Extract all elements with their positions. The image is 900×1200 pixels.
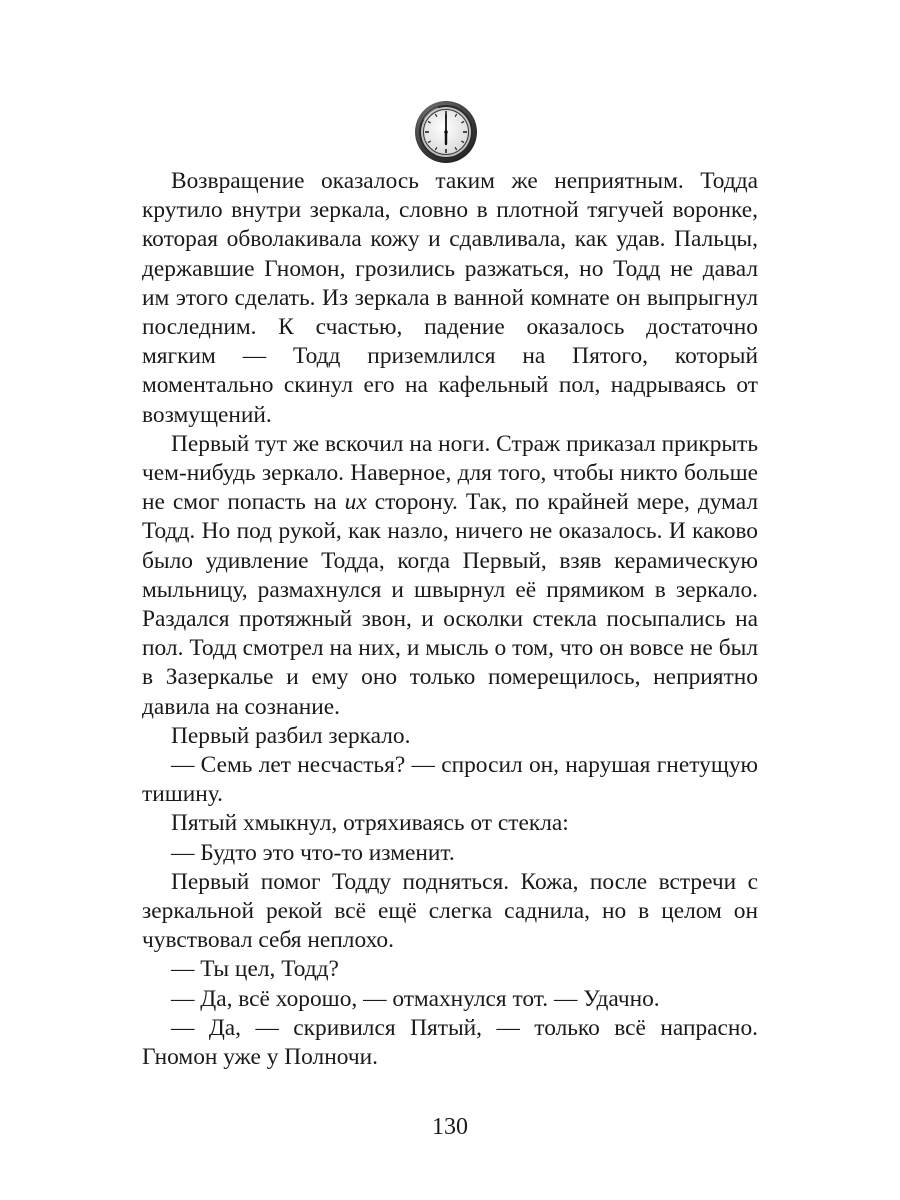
paragraph-text: Первый тут же вскочил на ноги. Страж приказал прикрыть чем-нибудь зеркало. Наверное, для того, чтобы никто больше не смог попасть на [142, 430, 758, 516]
dialogue-line: — Да, — скривился Пятый, — только всё напрасно. Гномон уже у Полночи. [142, 1014, 758, 1071]
pocket-watch-icon [414, 100, 478, 164]
dialogue-line: — Семь лет несчастья? — спросил он, нарушая гнетущую тишину. [142, 752, 758, 808]
dialogue-line: — Да, всё хорошо, — отмахнулся тот. — Удачно. [171, 985, 660, 1012]
page-number: 130 [432, 1114, 468, 1140]
paragraph: Пятый хмыкнул, отряхиваясь от стекла: [171, 810, 569, 837]
dialogue-line: — Ты цел, Тодд? [171, 956, 339, 983]
paragraph: Первый разбил зеркало. [171, 722, 411, 749]
paragraph: Первый помог Тодду подняться. Кожа, после встречи с зеркальной рекой всё ещё слегка саднила, но в целом он чувствовал себя неплохо. [142, 868, 758, 954]
paragraph: Возвращение оказалось таким же неприятным. Тодда крутило внутри зеркала, словно в плотной тягучей воронке, которая обволакивала кожу и сдавливала, как удав. Пальцы, державшие Гномон, грозились разжаться, но Тодд не давал им этого сделать. Из зеркала в ванной комнате он выпрыгнул последним. К счастью, падение оказалось достаточно мягким — Тодд приземлился на Пятого, который моментально скинул его на кафельный пол, надрываясь от возмущений. [142, 168, 758, 428]
body-text [142, 167, 758, 1072]
dialogue-line: — Будто это что-то изменит. [171, 839, 455, 866]
paragraph-text: сторону. Так, по крайней мере, думал Тодд. Но под рукой, как назло, ничего не оказалось. И каково было удивление Тодда, когда Первый, взяв керамическую мыльницу, размахнулся и швырнул её прямиком в зеркало. Раздался протяжный звон, и осколки стекла посыпались на пол. Тодд смотрел на них, и мысль о том, что он вовсе не был в Зазеркалье и ему оно только померещилось, неприятно давила на сознание. [142, 489, 759, 720]
paragraph [142, 430, 758, 722]
emphasis-text: их [344, 489, 367, 516]
